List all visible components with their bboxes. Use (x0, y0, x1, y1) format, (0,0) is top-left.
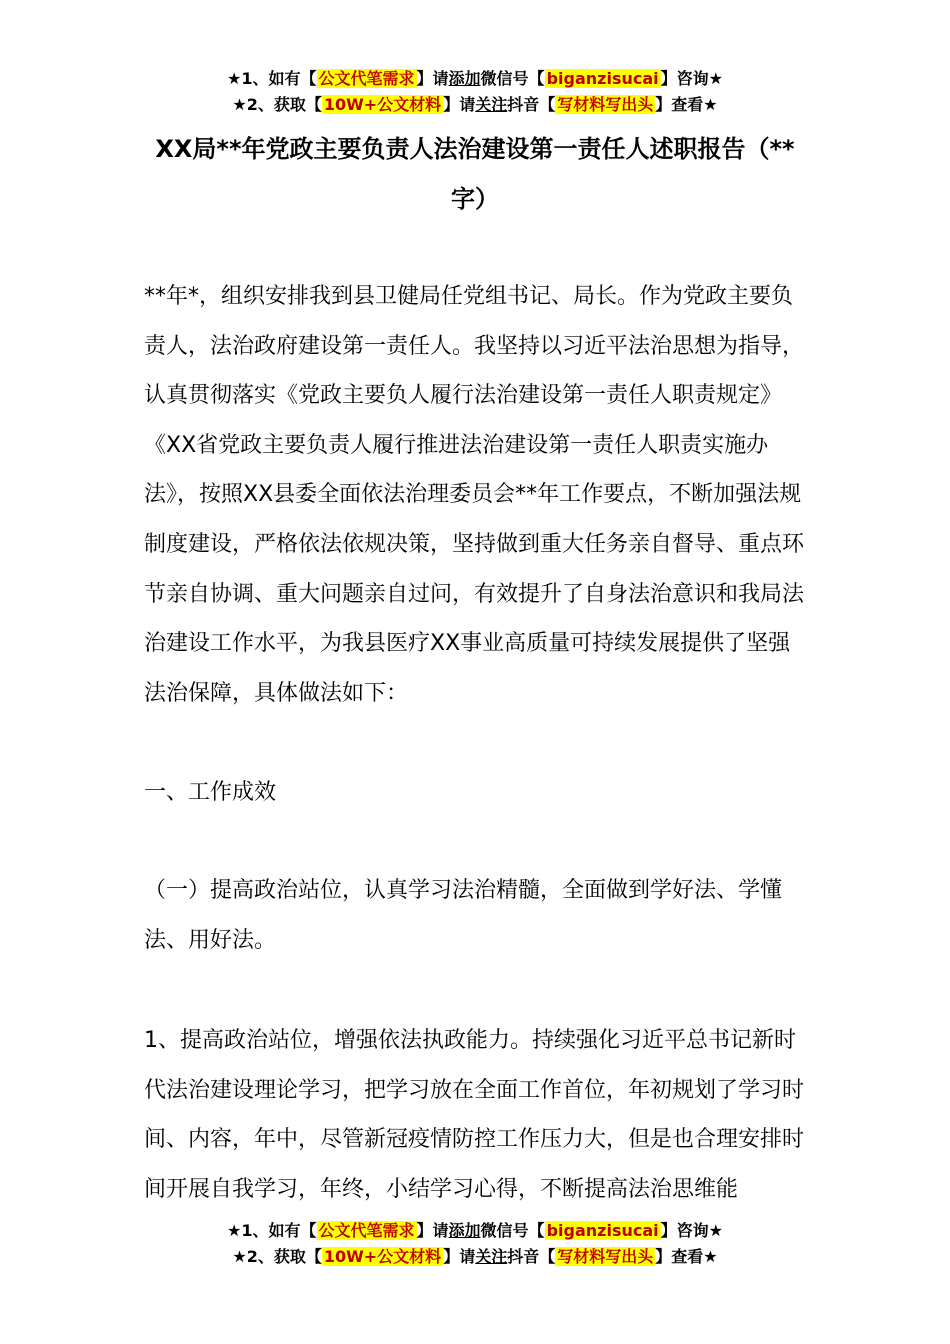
promo-line-1: ★1、如有【 公文代笔需求 】请添加微信号【 biganzisucai 】咨询★ (227, 69, 723, 88)
promo-line-2: ★2、获取【 10W+公文材料 】请关注抖音【 写材料写出头 】查看★ (232, 95, 718, 114)
promo-line-1: ★1、如有【 公文代笔需求 】请添加微信号【 biganzisucai 】咨询★ (227, 1221, 723, 1240)
promo-highlight-materials: 10W+公文材料 (323, 95, 442, 114)
promo-highlight-wechat: biganzisucai (546, 1221, 659, 1240)
promo-highlight-douyin: 写材料写出头 (557, 1247, 654, 1266)
promo-highlight-wechat: biganzisucai (546, 69, 659, 88)
promo-highlight-service: 公文代笔需求 (318, 1221, 415, 1240)
promo-emphasis: 添加 (448, 69, 481, 88)
document-title: XX局**年党政主要负责人法治建设第一责任人述职报告（**字） (155, 135, 795, 213)
promo-emphasis: 关注 (475, 1247, 508, 1266)
promo-highlight-service: 公文代笔需求 (318, 69, 415, 88)
promo-highlight-materials: 10W+公文材料 (323, 1247, 442, 1266)
promo-highlight-douyin: 写材料写出头 (557, 95, 654, 114)
promo-emphasis: 添加 (448, 1221, 481, 1240)
top-promo-banner (0, 66, 950, 118)
intro-paragraph: **年*，组织安排我到县卫健局任党组书记、局长。作为党政主要负责人，法治政府建设第一责任人。我坚持以习近平法治思想为指导，认真贯彻落实《党政主要负人履行法治建设第一责任人职责规定》《XX省党政主要负责人履行推进法治建设第一责任人职责实施办法》，按照XX县委全面依法治理委员会**年工作要点，不断加强法规制度建设，严格依法依规决策，坚持做到重大任务亲自督导、重点环节亲自协调、重大问题亲自过问，有效提升了自身法治意识和我局法治建设工作水平，为我县医疗XX事业高质量可持续发展提供了坚强法治保障，具体做法如下： (144, 284, 805, 706)
promo-line-2: ★2、获取【 10W+公文材料 】请关注抖音【 写材料写出头 】查看★ (232, 1247, 718, 1266)
subsection-heading: （一）提高政治站位，认真学习法治精髓，全面做到学好法、学懂法、用好法。 (144, 878, 783, 953)
promo-emphasis: 关注 (475, 95, 508, 114)
section-heading: 一、工作成效 (144, 780, 277, 805)
item-paragraph: 1、提高政治站位，增强依法执政能力。持续强化习近平总书记新时代法治建设理论学习，把学习放在全面工作首位，年初规划了学习时间、内容，年中，尽管新冠疫情防控工作压力大，但是也合理安排时间开展自我学习，年终，小结学习心得，不断提高法治思维能 (144, 1028, 805, 1202)
bottom-promo-banner (0, 1218, 950, 1270)
